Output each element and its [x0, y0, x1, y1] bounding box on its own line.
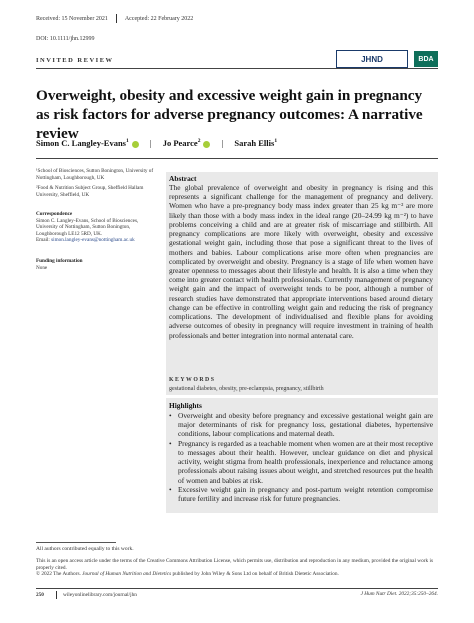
journal-url[interactable]: wileyonlinelibrary.com/journal/jhn [62, 592, 137, 599]
copyright-suffix: published by John Wiley & Sons Ltd on behalf of British Dietetic Association. [171, 571, 339, 578]
page-number: 250 [36, 592, 44, 599]
divider [116, 14, 117, 23]
author-name[interactable]: Jo Pearce [162, 138, 198, 148]
license-text [36, 558, 438, 578]
divider [56, 591, 57, 599]
copyright-line [36, 571, 438, 578]
page-footer [36, 591, 438, 599]
highlights-heading: Highlights [169, 401, 202, 410]
highlight-item: • Pregnancy is regarded as a teachable moment when women are at their most receptive to messages about their health. However, unclear guidance on diet and physical activity, weight stigma from health professionals, inexperience and reluctance among professionals about raising issues about weight, and stretched resources put the health of women and babies at risk. [169, 439, 433, 485]
author-separator: | [149, 138, 152, 148]
author-separator: | [221, 138, 224, 148]
orcid-icon[interactable] [132, 141, 139, 148]
highlights-list [169, 411, 433, 503]
copyright-journal: Journal of Human Nutrition and Dietetics [82, 571, 172, 578]
correspondence-email [36, 237, 156, 244]
footer-rule [36, 588, 438, 589]
abstract-heading: Abstract [169, 174, 197, 183]
highlight-item: • Overweight and obesity before pregnancy and excessive gestational weight gain are major determinants of risk for pregnancy loss, gestational diabetes, hypertensive conditions, labour complications and maternal death. [169, 411, 433, 439]
jhnd-logo: JHND [336, 50, 408, 68]
section-label: INVITED REVIEW [36, 57, 114, 64]
funding-text: None [36, 264, 48, 271]
email-link[interactable]: simon.langley-evans@nottingham.ac.uk [51, 237, 135, 244]
keywords-heading: KEYWORDS [169, 377, 216, 383]
funding-heading: Funding information [36, 258, 83, 264]
journal-logos [336, 50, 438, 68]
copyright-prefix: © 2022 The Authors. [36, 571, 83, 578]
author-affil-marker: 2 [197, 138, 201, 145]
author-name[interactable]: Simon C. Langley-Evans [36, 138, 126, 148]
contribution-note: All authors contributed equally to this work. [36, 546, 134, 552]
affiliation-2: ²Food & Nutrition Subject Group, Sheffield Hallam University, Sheffield, UK [36, 185, 144, 198]
authors-rule [36, 158, 438, 159]
author-list [36, 138, 277, 148]
journal-citation: J Hum Nutr Diet. 2022;35:250–264. [360, 591, 438, 597]
accepted-date: Accepted: 22 February 2022 [124, 15, 194, 22]
highlight-item: • Excessive weight gain in pregnancy and post-partum weight retention compromise future fertility and increase risk for future pregnancies. [169, 485, 433, 503]
footnote-rule [36, 542, 116, 543]
article-title: Overweight, obesity and excessive weight gain in pregnancy as risk factors for adverse pregnancy outcomes: A narrative review [36, 87, 423, 142]
keywords-text: gestational diabetes, obesity, pre-eclampsia, pregnancy, stillbirth [169, 386, 324, 392]
abstract-text: The global prevalence of overweight and obesity in pregnancy is rising and this represents a significant challenge for the management of pregnancy and delivery. Women who have a pre-pregnancy body mass index greater than 25 kg m⁻² are more likely than those with a body mass index in the ideal range (20–24.99 kg m⁻²) to have problems conceiving a child and are at greater risk of miscarriage and stillbirth. All pregnancy complications are more likely with overweight, obesity and excessive gestational weight gain, including those that pose a significant threat to the lives of mothers and babies. Labour complications arise more often when pregnancies are complicated by overweight and obesity. Pregnancy is a stage of life when women have greater openness to messages about their lifestyle and health. It is also a time when they come into greater contact with health professionals. Currently management of pregnancy weight gain and the impact of overweight tends to be poor, although a number of research studies have demonstrated that appropriate interventions based around dietary change can be effective in controlling weight gain and reducing the risk of pregnancy complications. The development of individualised and flexible plans for avoiding adverse outcomes of obesity in pregnancy will require investment in training of health professionals and better integration into normal antenatal care. [169, 183, 433, 340]
affiliation-1: ¹School of Biosciences, Sutton Bonington, University of Nottingham, Loughborough, UK [36, 168, 154, 181]
correspondence-text: Simon C. Langley-Evans, School of Biosciences, University of Nottingham, Sutton Bonington, Loughborough LE12 5RD, UK. [36, 217, 139, 237]
email-label: Email: [36, 237, 50, 244]
doi[interactable]: DOI: 10.1111/jhn.12999 [36, 36, 95, 42]
author-affil-marker: 1 [125, 138, 129, 145]
license-line: This is an open access article under the terms of the Creative Commons Attribution License, which permits use, distribution and reproduction in any medium, provided the original work is properly cited. [36, 558, 434, 571]
header-rule [36, 68, 438, 69]
article-dates [36, 14, 193, 23]
author-name[interactable]: Sarah Ellis [234, 138, 275, 148]
received-date: Received: 15 November 2021 [36, 15, 108, 22]
correspondence-block [36, 211, 156, 244]
author-affil-marker: 1 [274, 138, 278, 145]
orcid-icon[interactable] [203, 141, 210, 148]
bda-logo: BDA [414, 51, 438, 67]
correspondence-heading: Correspondence [36, 211, 73, 217]
funding-block [36, 258, 156, 271]
